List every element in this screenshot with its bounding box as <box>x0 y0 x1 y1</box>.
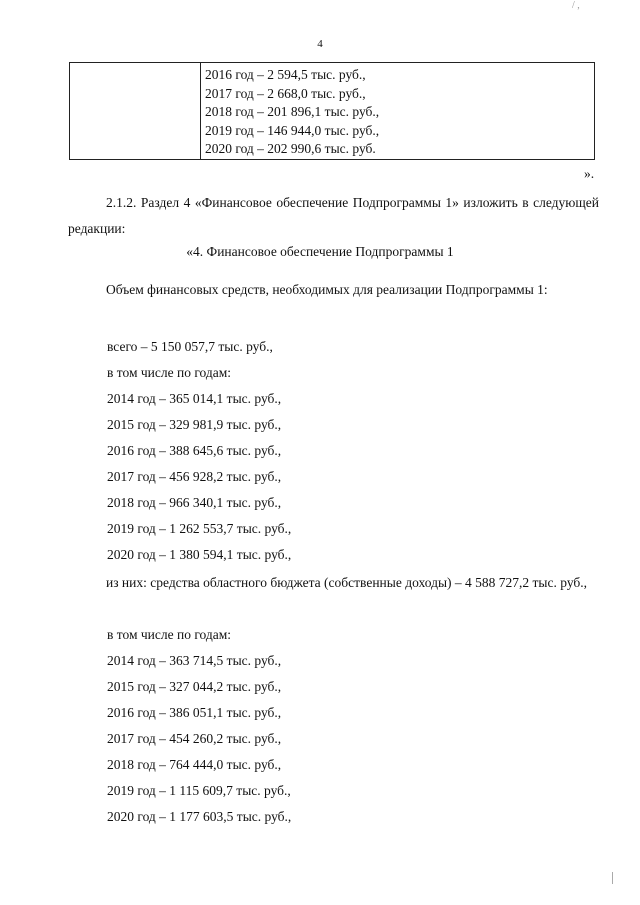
table-line-2016: 2016 год – 2 594,5 тыс. руб., <box>205 67 366 82</box>
total-year-2017: 2017 год – 456 928,2 тыс. руб., <box>107 469 282 484</box>
total-year-2015: 2015 год – 329 981,9 тыс. руб., <box>107 417 282 432</box>
regional-year-2017: 2017 год – 454 260,2 тыс. руб., <box>107 731 282 746</box>
total-year-2019: 2019 год – 1 262 553,7 тыс. руб., <box>107 521 292 536</box>
regional-year-2015: 2015 год – 327 044,2 тыс. руб., <box>107 679 282 694</box>
by-years-label: в том числе по годам: <box>107 365 232 380</box>
table-row <box>70 63 595 160</box>
section-heading: «4. Финансовое обеспечение Подпрограммы 1 <box>186 244 454 259</box>
paragraph-2-1-2-text: 2.1.2. Раздел 4 «Финансовое обеспечение Подпрограммы 1» изложить в следующей редакции: <box>68 195 599 236</box>
financing-table <box>69 62 595 160</box>
table-line-2017: 2017 год – 2 668,0 тыс. руб., <box>205 85 366 101</box>
regional-year-2018: 2018 год – 764 444,0 тыс. руб., <box>107 757 282 772</box>
table-line-2020: 2020 год – 202 990,6 тыс. руб. <box>205 141 376 156</box>
table-line-2019: 2019 год – 146 944,0 тыс. руб., <box>205 122 380 138</box>
regional-paragraph-text: из них: средства областного бюджета (собственные доходы) – 4 588 727,2 тыс. руб., <box>106 575 588 590</box>
regional-paragraph <box>68 570 599 596</box>
paragraph-2-1-2 <box>68 190 599 242</box>
regional-year-2020: 2020 год – 1 177 603,5 тыс. руб., <box>107 809 292 824</box>
volume-paragraph-text: Объем финансовых средств, необходимых для реализации Подпрограммы 1: <box>106 282 548 297</box>
total-line: всего – 5 150 057,7 тыс. руб., <box>107 339 273 354</box>
regional-by-years-label: в том числе по годам: <box>107 627 232 642</box>
table-line-2018: 2018 год – 201 896,1 тыс. руб., <box>205 104 380 119</box>
volume-paragraph <box>68 277 599 303</box>
corner-mark: / , <box>572 0 580 11</box>
total-year-2014: 2014 год – 365 014,1 тыс. руб., <box>107 391 282 406</box>
regional-list <box>107 622 291 830</box>
table-left-cell <box>70 63 201 160</box>
closing-quote: ». <box>584 166 595 181</box>
scan-edge-mark <box>612 872 613 884</box>
regional-year-2019: 2019 год – 1 115 609,7 тыс. руб., <box>107 783 291 798</box>
total-year-2020: 2020 год – 1 380 594,1 тыс. руб., <box>107 547 292 562</box>
totals-list <box>107 334 291 568</box>
regional-year-2014: 2014 год – 363 714,5 тыс. руб., <box>107 653 282 668</box>
table-right-cell <box>201 63 595 160</box>
page-number: 4 <box>317 38 323 50</box>
total-year-2018: 2018 год – 966 340,1 тыс. руб., <box>107 495 282 510</box>
total-year-2016: 2016 год – 388 645,6 тыс. руб., <box>107 443 282 458</box>
regional-year-2016: 2016 год – 386 051,1 тыс. руб., <box>107 705 282 720</box>
